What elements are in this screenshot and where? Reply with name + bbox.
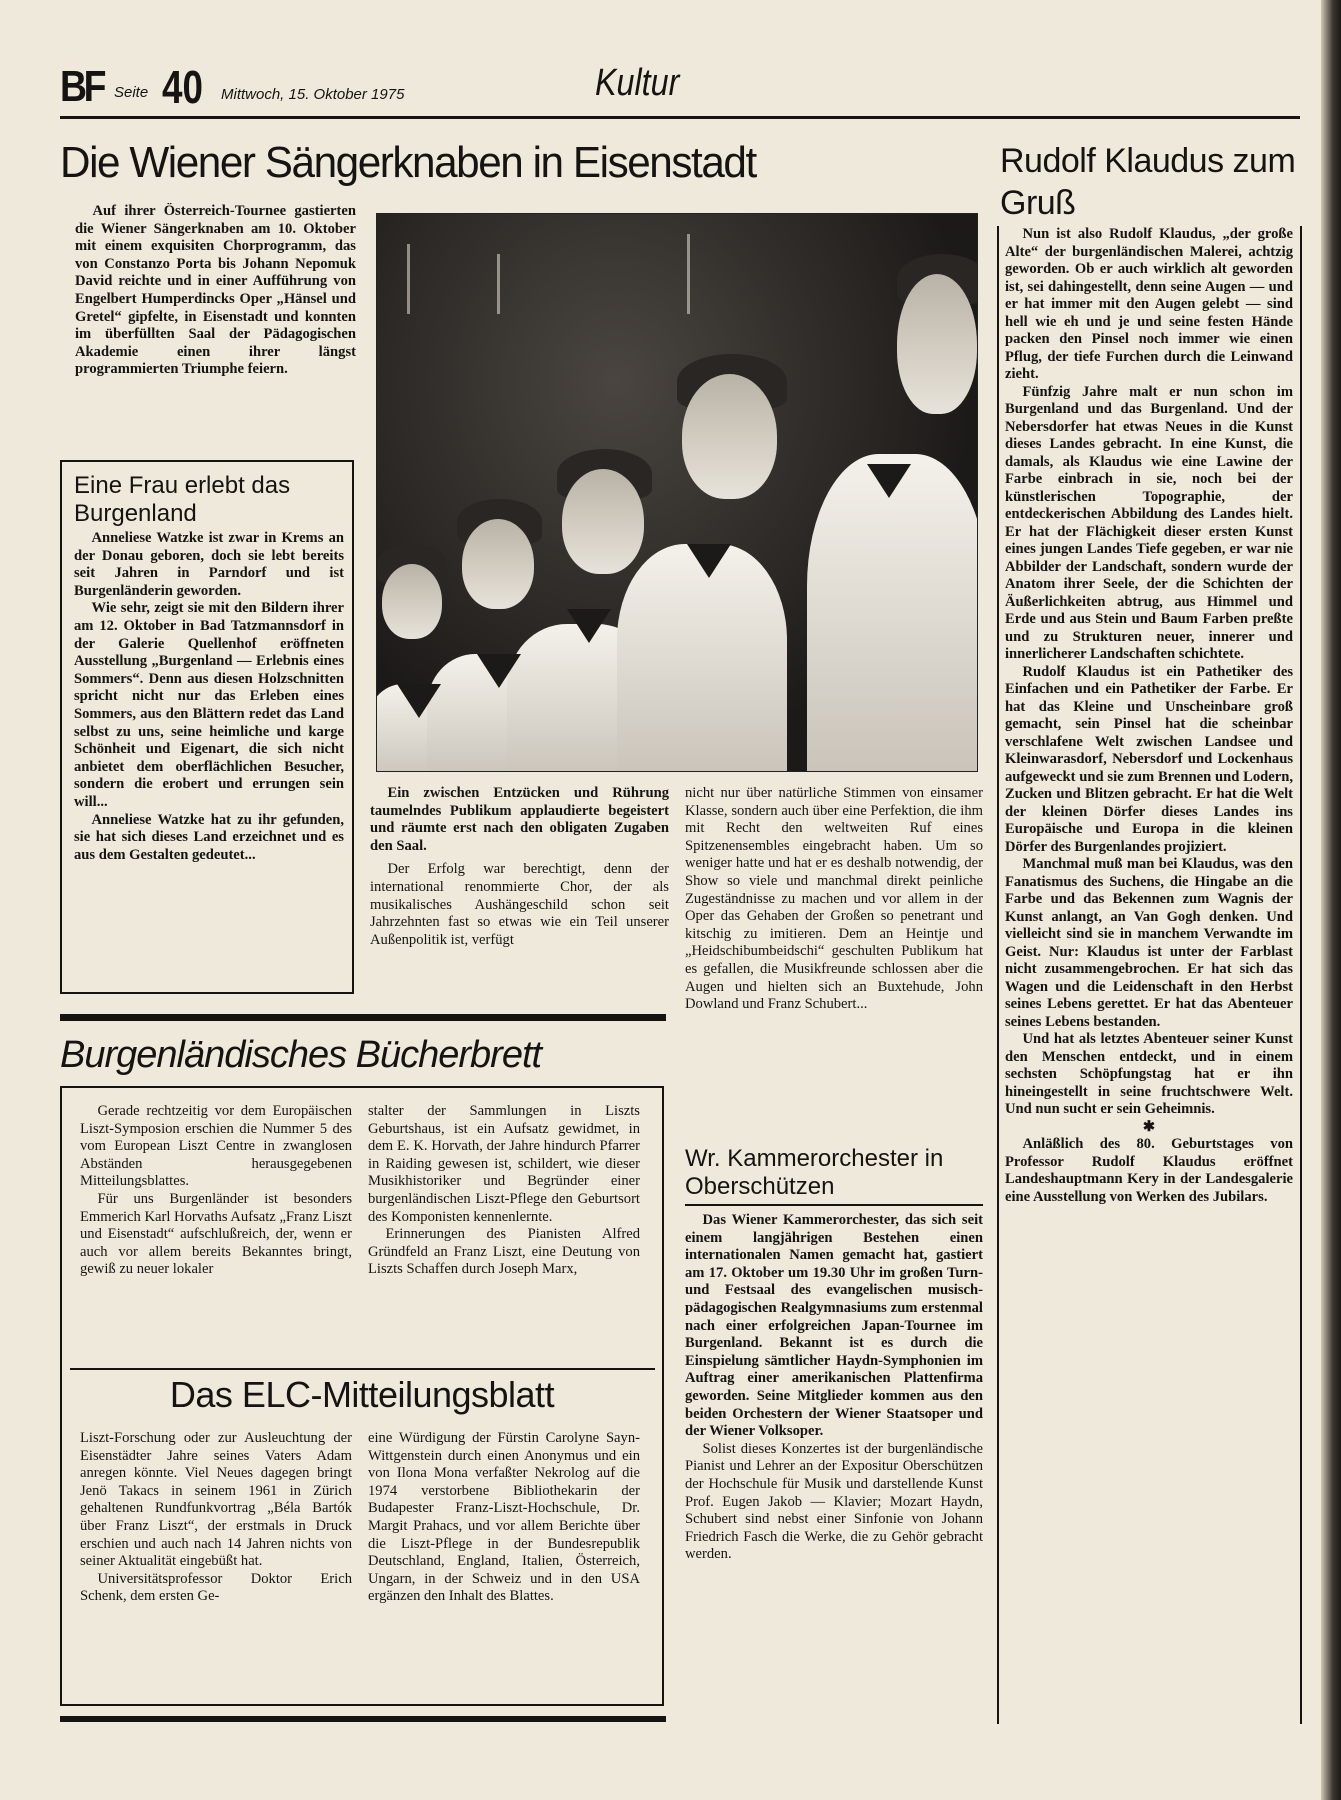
kammer-title: Wr. Kammerorchester in Oberschützen xyxy=(685,1145,944,1200)
paragraph: nicht nur über natürliche Stimmen von einsamer Klasse, sondern auch über eine Perfektion, die ihm mit Recht den weltweiten Ruf eines Spitzenensembles eingebracht haben. Um so weniger hatte und hat er es deshalb notwendig, der Show so viele und manchmal direkt peinliche Zugeständnisse zu machen und vor allem in der Oper das Gehaben der Großen so penetrant und kitschig zu imitieren. Dem an Heintje und „Heidschibumbeidschi“ geschulten Publikum hat es gefallen, die Musikfreunde schlossen aber die Augen und hielten sich an Buxtehude, John Dowland und Franz Schubert... xyxy=(685,785,983,1013)
intro-paragraph: Auf ihrer Österreich-Tournee gastierten die Wiener Sängerknaben am 10. Oktober mit einem exquisiten Chorprogramm, das von Constanzo Porta bis Johann Nepomuk David reichte und in einer Aufführung von Engelbert Humperdincks Oper „Hänsel und Gretel“ gipfelte, in Eisenstadt und konnten im überfüllten Saal der Pädagogischen Akademie einen ihrer längst programmierten Triumphe feiern. xyxy=(75,203,356,378)
paragraph: Wie sehr, zeigt sie mit den Bildern ihrer am 12. Oktober in Bad Tatzmannsdorf in der Galerie Quellenhof eröffneten Ausstellung „Burgenland — Erlebnis eines Sommers“. Denn aus diesen Holzschnitten spricht nicht nur das Erleben eines Sommers, aus den Blättern redet das Land selbst zu uns, seine heimliche und karge Schönheit und Eigenart, die sich nicht anbietet dem oberflächlichen Besucher, sondern die erobert und errungen sein will... xyxy=(74,600,344,810)
page-number: 40 xyxy=(162,61,203,113)
watzke-body xyxy=(74,530,344,995)
bb-bottom-col2 xyxy=(368,1430,640,1692)
paragraph: Das Wiener Kammerorchester, das sich seit einem langjährigen Bestehen einen internationalen Namen gemacht hat, gastiert am 17. Oktober um 19.30 Uhr im großen Turn- und Festsaal des evangelischen musisch-pädagogischen Realgymnasiums zum erstenmal nach einer erfolgreichen Japan-Tournee im Burgenland. Bekannt ist es durch die Einspielung sämtlicher Haydn-Symphonien im Auftrag einer amerikanischen Plattenfirma geworden. Seine Mitglieder kommen aus den beiden Orchestern der Wiener Staatsoper und der Wiener Volksoper. xyxy=(685,1212,983,1440)
main-intro xyxy=(75,203,356,441)
separator-asterisk: ✱ xyxy=(1142,1118,1156,1135)
paragraph: Und hat als letztes Abenteuer seiner Kunst den Menschen entdeckt, und in einem sechsten Schöpfungstag hat er ihn hineingestellt in seine fruchtschwere Welt. Und nun sucht er sein Geheimnis. xyxy=(1005,1031,1293,1117)
klaudus-body xyxy=(1005,226,1293,1726)
main-col2 xyxy=(685,785,983,1135)
paragraph: Gerade rechtzeitig vor dem Europäischen Liszt-Symposion erschien die Nummer 5 des vom European Liszt Centre in zwanglosen Abständen herausgegebenen Mitteilungsblattes. xyxy=(80,1103,352,1190)
bb-top-col1 xyxy=(80,1103,352,1361)
paragraph: Universitätsprofessor Doktor Erich Schenk, dem ersten Ge- xyxy=(80,1570,352,1605)
bottom-thick-rule xyxy=(60,1716,666,1722)
paragraph: Fünfzig Jahre malt er nun schon im Burgenland und das Burgenland. Und der Nebersdorfer hat etwas Neues in die Kunst dieses Landes gebracht. In eine Kunst, die damals, als Klaudus wie eine Lawine der Farbe einbrach in sie, noch bei der künstlerischen Topographie, der entdeckerischen Abbildung des Landes hielt. Er hat der Flächigkeit dieser ersten Kunst eines jungen Landes Tiefe gegeben, er war nie Abbilder der Landschaft, sondern wurde der Anatom ihrer Seele, der die Schichten der Äußerlichkeiten abtrug, aus Himmel und Erde und aus Stein und Baum Farben preßte und zu Strukturen neuer, innerer und innerlicherer Landschaften schichtete. xyxy=(1005,383,1293,662)
paragraph: Für uns Burgenländer ist besonders Emmerich Karl Horvaths Aufsatz „Franz Liszt und Eisenstadt“ aufschlußreich, der, wenn er auch vor allem bereits Bekanntes bringt, gewiß zu neuer lokaler xyxy=(80,1190,352,1278)
choir-photo xyxy=(376,213,978,772)
main-col1 xyxy=(370,785,669,1007)
page-label: Seite xyxy=(114,84,149,101)
issue-date: Mittwoch, 15. Oktober 1975 xyxy=(221,86,405,103)
paragraph: eine Würdigung der Fürstin Carolyne Sayn-Wittgenstein durch einen Anonymus und ein von Ilona Mona verfaßter Nekrolog auf die 1974 verstorbene Bibliothekarin der Budapester Franz-Liszt-Hochschule, Dr. Margit Prahacs, und vor allem Berichte über die Liszt-Pflege in der Bundesrepublik Deutschland, England, Italien, Österreich, Ungarn, in der Schweiz und in den USA ergänzen den Inhalt des Blattes. xyxy=(368,1430,640,1605)
paragraph: Rudolf Klaudus ist ein Pathetiker des Einfachen und ein Pathetiker der Farbe. Er hat das Kleine und Unscheinbare groß gemacht, sein Pinsel hat die scheinbar verschlafene Welt zwischen Landsee und Kleinwarasdorf, Nebersdorf und Lockenhaus aufgeweckt und sie zum Brennen und Lodern, Zucken und Blitzen gebracht. Er hat die Welt der kleinen Dörfer dieses Landes ins Europäische und Europa in die kleinen Dörfer des Burgenlandes projiziert. xyxy=(1005,663,1293,855)
buecherbrett-headline: Burgenländisches Bücherbrett xyxy=(60,1034,542,1076)
paragraph: Manchmal muß man bei Klaudus, was den Fanatismus des Suchens, die Hingabe an die Farbe und das Bekennen zum Wagnis der Kunst anlangt, an Van Gogh denken. Und vielleicht sind sie in manchem Verwandte im Geist. Nur: Klaudus ist unter der Farblast nicht zusammengebrochen. Er hat sich das Wagen und die Leidenschaft in den Herbst seines Lebens gerettet. Er hat das Abenteuer seines Lebens bestanden. xyxy=(1005,856,1293,1030)
paragraph: Anläßlich des 80. Geburtstages von Professor Rudolf Klaudus eröffnet Landeshauptmann Kery in der Landesgalerie eine Ausstellung von Werken des Jubilars. xyxy=(1005,1136,1293,1205)
watzke-box xyxy=(60,460,354,994)
main-headline: Die Wiener Sängerknaben in Eisenstadt xyxy=(60,138,756,187)
paragraph: Anneliese Watzke ist zwar in Krems an der Donau geboren, doch sie lebt bereits seit Jahren in Parndorf und ist Burgenländerin geworden. xyxy=(74,530,344,599)
section-title: Kultur xyxy=(595,62,680,104)
bb-top-col2 xyxy=(368,1103,640,1361)
paragraph: Anneliese Watzke hat zu ihr gefunden, sie hat sich dieses Land erzeichnet und es aus dem Gestalten gedeutet... xyxy=(74,811,344,863)
newspaper-logo: BF xyxy=(60,62,104,111)
klaudus-headline: Rudolf Klaudus zum Gruß xyxy=(1000,142,1296,222)
klaudus-left-rule xyxy=(997,226,999,1724)
paragraph: Nun ist also Rudolf Klaudus, „der große Alte“ der burgenländischen Malerei, achtzig geworden. Ob er auch wirklich alt geworden ist, sei dahingestellt, denn seine Augen — und er hat immer mit den Augen gelebt — sind hell wie eh und je und seine festen Hände packen den Pinsel noch immer wie einen Pflug, der tiefe Furchen durch die Leinwand zieht. xyxy=(1005,226,1293,382)
paragraph: Der Erfolg war berechtigt, denn der international renommierte Chor, der als musikalisches Aushängeschild schon seit Jahrzehnten fast so etwas wie ein Teil unserer Außenpolitik ist, verfügt xyxy=(370,861,669,948)
page-edge-shadow xyxy=(1321,0,1341,1800)
header-rule xyxy=(60,116,1300,119)
watzke-title: Eine Frau erlebt das Burgenland xyxy=(74,472,291,527)
section-thick-rule xyxy=(60,1014,666,1021)
paragraph: Solist dieses Konzertes ist der burgenländische Pianist und Lehrer an der Expositur Oberschützen der Hochschule für Musik und darstellende Kunst Prof. Eugen Jakob — Klavier; Mozart Haydn, Schubert sind nebst einer Sinfonie von Johann Friedrich Fasch die Werke, die zu Gehör gebracht werden. xyxy=(685,1440,983,1563)
paragraph: Ein zwischen Entzücken und Rührung taumelndes Publikum applaudierte begeistert und räumte erst nach den obligaten Zugaben den Saal. xyxy=(370,785,669,854)
paragraph: stalter der Sammlungen in Liszts Geburtshaus, ist ein Aufsatz gewidmet, in dem E. K. Horvath, der Jahre hindurch Pfarrer in Raiding gewesen ist, schildert, wie dieser Musikhistoriker und Begründer einer burgenländischen Liszt-Pflege den Geburtsort des Komponisten kennenlernte. xyxy=(368,1103,640,1225)
kammer-rule xyxy=(685,1204,983,1206)
elc-headline: Das ELC-Mitteilungsblatt xyxy=(169,1374,555,1415)
paragraph: Erinnerungen des Pianisten Alfred Gründfeld an Franz Liszt, eine Deutung von Liszts Schaffen durch Joseph Marx, xyxy=(368,1226,640,1278)
klaudus-right-rule xyxy=(1300,226,1302,1724)
bb-bottom-col1 xyxy=(80,1430,352,1692)
elc-rule xyxy=(70,1368,655,1370)
kammer-body xyxy=(685,1212,983,1727)
paragraph: Liszt-Forschung oder zur Ausleuchtung der Eisenstädter Jahre seines Vaters Adam anregen könnte. Viel Neues dagegen bringt Jenö Takacs in seinem 1961 in Zürich gehaltenen Rundfunkvortrag „Béla Bartók über Franz Liszt“, der erstmals in Druck erschien und auch nach 14 Jahren nichts von seiner Aktualität eingebüßt hat. xyxy=(80,1430,352,1570)
